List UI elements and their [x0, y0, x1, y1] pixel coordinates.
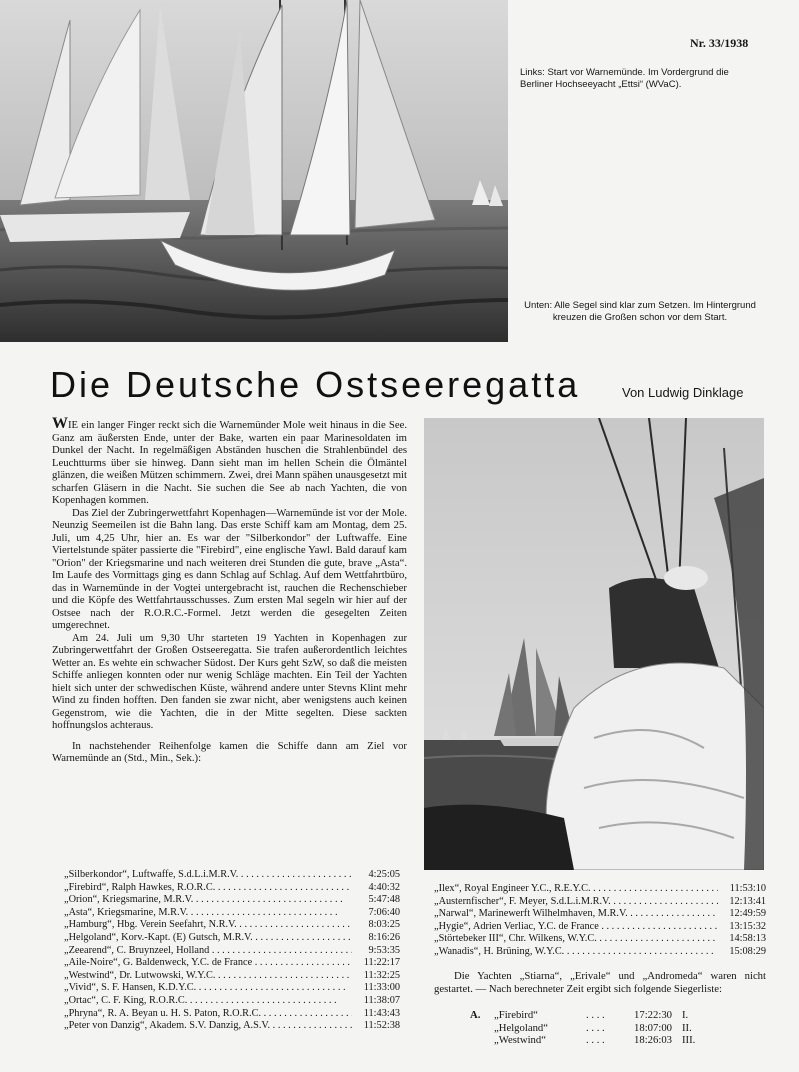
result-row: „Phryna“, R. A. Beyan u. H. S. Paton, R.O.R.C. . . . 11:43:43 [64, 1008, 400, 1021]
result-row: „Vivid“, S. F. Hansen, K.D.Y.C. . . . 11:33:00 [64, 982, 400, 995]
result-row: „Narwal“, Marinewerft Wilhelmhaven, M.R.V. . . . 12:49:59 [434, 908, 766, 921]
caption-left-photo: Links: Start vor Warnemünde. Im Vordergrund die Berliner Hochseeyacht „Ettsi“ (WVaC). [520, 67, 729, 90]
sails-on-deck-photo [424, 418, 764, 870]
paragraph-3: Am 24. Juli um 9,30 Uhr starteten 19 Yachten in Kopenhagen zur Zubringerwettfahrt der Großen Ostseeregatta. Sie trafen außerordentlich leichtes Wetter an. Es wehte ein schwacher Südost. Der Kurs geht SzW, so daß die meisten Schiffe anliegen konnten oder nur wenig Schläge machten. Ein Teil der Yachten hielt sich unter der schwedischen Küste, während andere unter Stevns Klint mehr Wind zu finden hofften. Den fanden sie zwar nicht, aber wenigstens auch keinen Gegenstrom, wie die Yachten, die in der Mitte segelten. Diese sackten hoffnungslos achteraus. [52, 631, 407, 731]
article-body [52, 415, 407, 765]
drop-cap: W [52, 415, 68, 432]
sailing-yachts-image [0, 0, 508, 342]
result-row: „Wanadis“, H. Brüning, W.Y.C. . . . 15:08:29 [434, 946, 766, 959]
winners-list [470, 1009, 712, 1047]
result-row: „Peter von Danzig“, Akadem. S.V. Danzig, A.S.V. . . . 11:52:38 [64, 1020, 400, 1033]
result-row: „Firebird“, Ralph Hawkes, R.O.R.C. . . . 4:40:32 [64, 882, 400, 895]
result-row: „Hygie“, Adrien Verliac, Y.C. de France . . . 13:15:32 [434, 921, 766, 934]
result-row: „Hamburg“, Hbg. Verein Seefahrt, N.R.V. . . . 8:03:25 [64, 919, 400, 932]
result-row: „Orion“, Kriegsmarine, M.R.V. . . . 5:47:48 [64, 894, 400, 907]
paragraph-2: Das Ziel der Zubringerwettfahrt Kopenhagen—Warnemünde ist vor der Mole. Neunzig Seemeilen ist die Bahn lang. Das erste Schiff kam am Montag, dem 25. Juli, um 4,25 Uhr, hier an. Es war der "Silberkondor" der Luftwaffe. Eine Viertelstunde später passierte die "Firebird", eine englische Yawl. Bald darauf kam "Orion" der Kriegsmarine und nach weiteren drei Stunden die gute, brave „Asta“. Im Laufe des Vormittags ging es dann Schlag auf Schlag. Auf dem Wettfahrtbüro, das in Warnemünde in der Vogtei untergebracht ist, rauchen die Rechenschieber und die Köpfe des Wettfahrtausschusses. Zum ersten Mal segeln wir hier auf der Ostsee nach der R.O.R.C.-Formel. Jetzt werden die gesegelten Zeiten umgerechnet. [52, 506, 407, 631]
issue-number: Nr. 33/1938 [690, 36, 749, 50]
paragraph-4: In nachstehender Reihenfolge kamen die Schiffe dann am Ziel vor Warnemünde an (Std., Min., Sek.): [52, 739, 407, 764]
results-list-right [434, 883, 766, 959]
result-row: „Westwind“, Dr. Lutwowski, W.Y.C. . . . 11:32:25 [64, 970, 400, 983]
closing-paragraph: Die Yachten „Stiarna“, „Erivale“ und „Andromeda“ waren nicht gestartet. — Nach berechneter Zeit ergibt sich folgende Siegerliste: [434, 970, 766, 995]
result-row: „Ilex“, Royal Engineer Y.C., R.E.Y.C. . . . 11:53:10 [434, 883, 766, 896]
result-row: „Zeearend“, C. Bruynzeel, Holland . . . 9:53:35 [64, 945, 400, 958]
result-row: „Helgoland“, Korv.-Kapt. (E) Gutsch, M.R.V. . . . 8:16:26 [64, 932, 400, 945]
winner-row: A. „Firebird“ . . . . 17:22:30 I. [470, 1009, 689, 1021]
class-label: A. [470, 1009, 481, 1021]
result-row: „Austernfischer“, F. Meyer, S.d.L.i.M.R.V. . . . 12:13:41 [434, 896, 766, 909]
article-title: Die Deutsche Ostseeregatta [50, 364, 581, 405]
winner-row: „Helgoland“ . . . . 18:07:00 II. [494, 1021, 692, 1034]
results-list-left [64, 869, 400, 1033]
regatta-start-photo [0, 0, 508, 342]
paragraph-1: WIE ein langer Finger reckt sich die Warnemünder Mole weit hinaus in die See. Ganz am äußersten Ende, unter der Bake, warten ein paar Marinesoldaten im Dunkel der Nacht. In regelmäßigen Abständen huschen die Strahlenbündel des Leuchtturms über sie hinweg. Dann sieht man im hellen Schein die Ölmäntel glänzen, die weißen Mützen schimmern. Zwei, drei Mann spähen unausgesetzt mit scharfen Gläsern in die Nacht. Sie suchen die See ab nach Yachten, die von Kopenhagen kommen. [52, 415, 407, 506]
article-byline: Von Ludwig Dinklage [622, 385, 744, 400]
result-row: „Ortac“, C. F. King, R.O.R.C. . . . 11:38:07 [64, 995, 400, 1008]
sail-setting-image [424, 418, 764, 870]
result-row: „Asta“, Kriegsmarine, M.R.V. . . . 7:06:40 [64, 907, 400, 920]
result-row: „Aile-Noire“, G. Baldenweck, Y.C. de France . . . 11:22:17 [64, 957, 400, 970]
winner-row: „Westwind“ . . . . 18:26:03 III. [494, 1034, 696, 1047]
result-row: „Silberkondor“, Luftwaffe, S.d.L.i.M.R.V. . . . 4:25:05 [64, 869, 400, 882]
caption-bottom-photo: Unten: Alle Segel sind klar zum Setzen. Im Hintergrund kreuzen die Großen schon vor dem Start. [524, 300, 756, 323]
result-row: „Störtebeker III“, Chr. Wilkens, W.Y.C. . . . 14:58:13 [434, 933, 766, 946]
